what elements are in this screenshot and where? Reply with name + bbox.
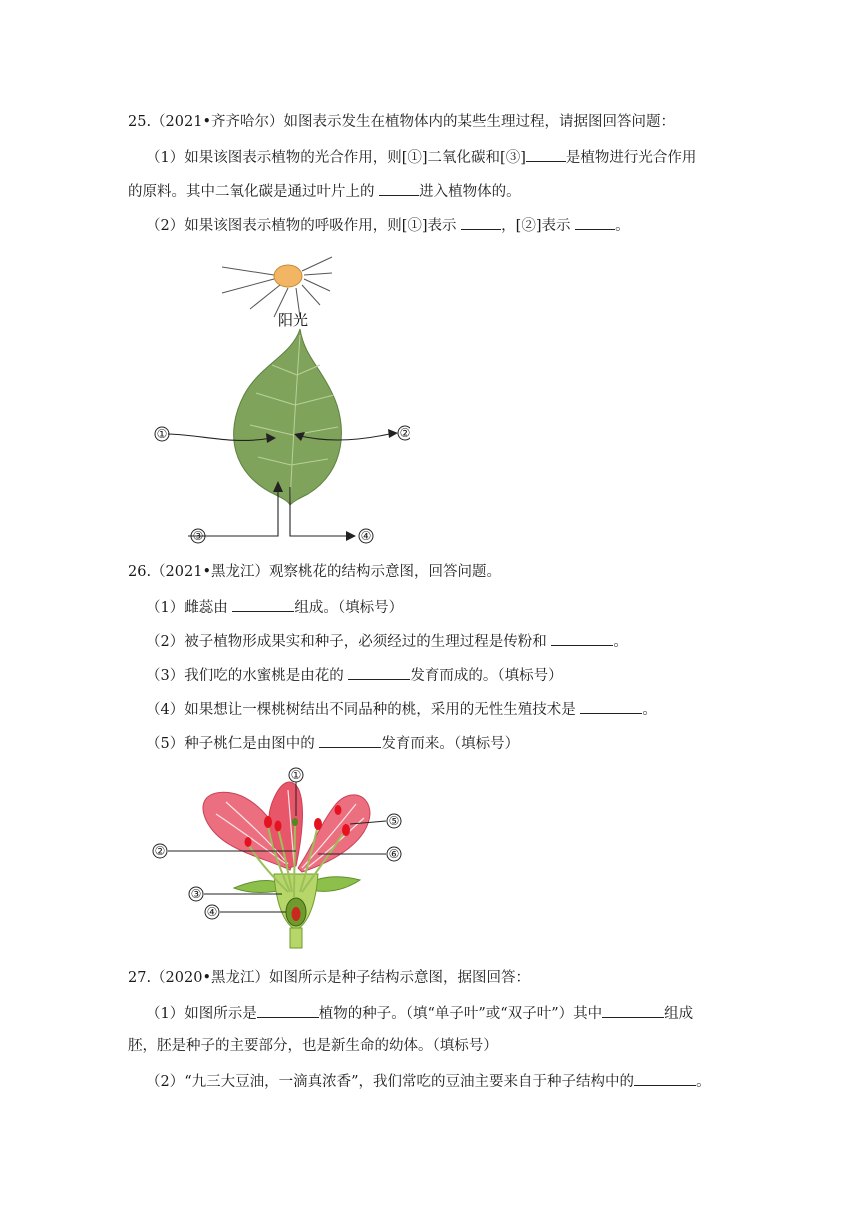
q26-p1a: （1）雌蕊由 bbox=[146, 600, 233, 616]
q25-stem: 25.（2021•齐齐哈尔）如图表示发生在植物体内的某些生理过程，请据图回答问题： bbox=[128, 114, 676, 130]
q25-p2b: ，[②]表示 bbox=[501, 218, 576, 234]
q26-part5 bbox=[146, 732, 519, 754]
answer-blank[interactable] bbox=[602, 1002, 664, 1018]
q27-p1c: 组成 bbox=[664, 1006, 694, 1022]
answer-blank[interactable] bbox=[461, 214, 501, 230]
q25-p2a: （2）如果该图表示植物的呼吸作用，则[①]表示 bbox=[146, 218, 462, 234]
q27-p1a: （1）如图所示是 bbox=[146, 1006, 257, 1022]
answer-blank[interactable] bbox=[379, 180, 419, 196]
q26-p2a: （2）被子植物形成果实和种子，必须经过的生理过程是传粉和 bbox=[146, 634, 552, 650]
q26-p2b: 。 bbox=[613, 634, 628, 650]
leaf-icon bbox=[234, 329, 342, 505]
q25-part2 bbox=[146, 214, 630, 236]
q27-part1-line1 bbox=[146, 1002, 693, 1024]
label-1: ① bbox=[290, 768, 302, 782]
answer-blank[interactable] bbox=[634, 1070, 696, 1086]
q26-p4b: 。 bbox=[642, 702, 657, 718]
answer-blank[interactable] bbox=[526, 146, 566, 162]
flower-icon bbox=[203, 782, 370, 948]
label-4: ④ bbox=[206, 905, 218, 919]
leaf-diagram bbox=[150, 245, 410, 550]
q27-p2a: （2）“九三大豆油，一滴真浓香”，我们常吃的豆油主要来自于种子结构中的 bbox=[146, 1074, 635, 1090]
answer-blank[interactable] bbox=[232, 596, 294, 612]
q26-part1 bbox=[146, 596, 403, 618]
q27-stem: 27.（2020•黑龙江）如图所示是种子结构示意图，据图回答： bbox=[128, 970, 531, 986]
q27-part2 bbox=[146, 1070, 711, 1092]
q25-p1a: （1）如果该图表示植物的光合作用，则[①]二氧化碳和[③] bbox=[146, 150, 526, 166]
q25-p1b: 是植物进行光合作用 bbox=[565, 150, 697, 166]
answer-blank[interactable] bbox=[580, 698, 642, 714]
q26-p3a: （3）我们吃的水蜜桃是由花的 bbox=[146, 668, 349, 684]
label-2: ② bbox=[154, 844, 166, 858]
q26-part2 bbox=[146, 630, 628, 652]
q26-p4a: （4）如果想让一棵桃树结出不同品种的桃，采用的无性生殖技术是 bbox=[146, 702, 581, 718]
q27-p1b: 植物的种子。（填“单子叶”或“双子叶”）其中 bbox=[318, 1006, 603, 1022]
q26-p1b: 组成。（填标号） bbox=[294, 600, 404, 616]
answer-blank[interactable] bbox=[257, 1002, 319, 1018]
answer-blank[interactable] bbox=[575, 214, 615, 230]
q25-p1d: 进入植物体的。 bbox=[419, 184, 521, 200]
label-4: ④ bbox=[360, 529, 372, 543]
q25-part1-line1 bbox=[146, 146, 696, 168]
q26-p5b: 发育而来。（填标号） bbox=[381, 736, 520, 752]
q27-part1-line2: 胚，胚是种子的主要部分，也是新生命的幼体。（填标号） bbox=[128, 1038, 498, 1054]
q27-p2b: 。 bbox=[696, 1074, 711, 1090]
sun-icon bbox=[222, 257, 332, 317]
label-6: ⑥ bbox=[388, 847, 400, 861]
label-3: ③ bbox=[190, 887, 202, 901]
label-5: ⑤ bbox=[388, 814, 400, 828]
q25-p1c: 的原料。其中二氧化碳是通过叶片上的 bbox=[128, 184, 380, 200]
sun-label: 阳光 bbox=[278, 311, 309, 329]
answer-blank[interactable] bbox=[348, 664, 410, 680]
label-2: ② bbox=[399, 426, 410, 440]
q26-p3b: 发育而成的。（填标号） bbox=[410, 668, 563, 684]
q26-stem: 26.（2021•黑龙江）观察桃花的结构示意图，回答问题。 bbox=[128, 564, 502, 580]
q25-part1-line2 bbox=[128, 180, 521, 202]
flower-diagram bbox=[150, 764, 415, 950]
label-3: ③ bbox=[192, 529, 204, 543]
answer-blank[interactable] bbox=[319, 732, 381, 748]
q26-part3 bbox=[146, 664, 563, 686]
answer-blank[interactable] bbox=[551, 630, 613, 646]
q26-p5a: （5）种子桃仁是由图中的 bbox=[146, 736, 320, 752]
q26-part4 bbox=[146, 698, 657, 720]
q25-p2c: 。 bbox=[615, 218, 630, 234]
label-1: ① bbox=[156, 427, 168, 441]
